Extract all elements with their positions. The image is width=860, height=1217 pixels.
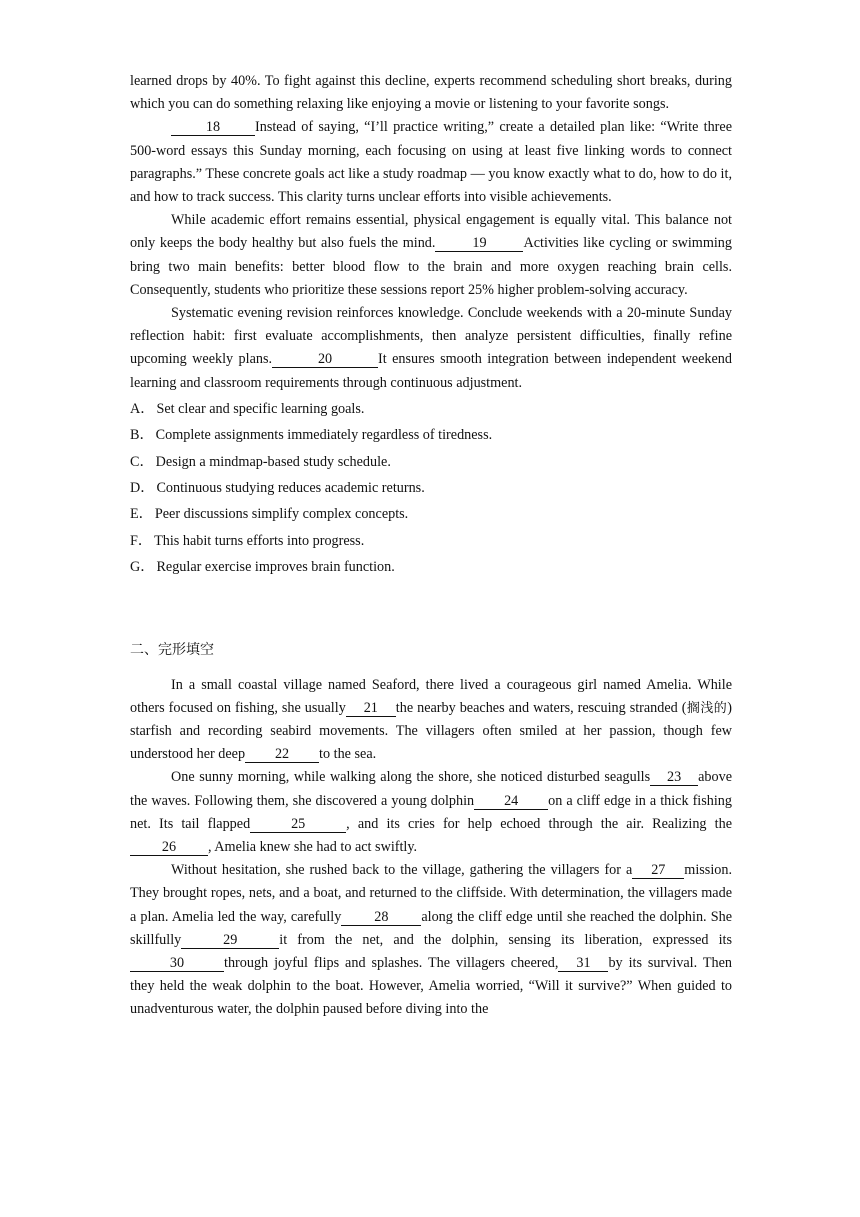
option-g — [130, 556, 732, 579]
blank-19[interactable]: 19 — [435, 235, 523, 252]
chinese-gloss: 搁浅的 — [686, 700, 728, 716]
paragraph-text: Activities like cycling or swimming bring two main benefits: better blood flow to the brain and more oxygen reaching brain cells. Consequently, students who prioritize these sessions report 25% higher problem-solving accuracy. — [130, 235, 732, 298]
blank-18[interactable]: 18 — [171, 119, 255, 136]
paragraph-text: by its survival. Then they held the weak dolphin to the boat. However, Amelia worried, “Will it survive?” When guided to unadventurous water, the dolphin paused before diving into the — [130, 955, 732, 1018]
option-letter: D． — [130, 480, 155, 497]
blank-24[interactable]: 24 — [474, 793, 548, 810]
option-letter: F． — [130, 532, 153, 549]
paragraph-text: along the cliff edge until she reached the dolphin. She skillfully — [130, 908, 732, 948]
blank-27[interactable]: 27 — [632, 862, 684, 879]
paragraph-text: above the waves. Following them, she discovered a young dolphin — [130, 769, 732, 809]
blank-25[interactable]: 25 — [250, 816, 346, 833]
option-b — [130, 424, 732, 447]
paragraph-text: mission. They brought ropes, nets, and a boat, and returned to the cliffside. With determination, the villagers made a plan. Amelia led the way, carefully — [130, 862, 732, 925]
option-letter: C． — [130, 453, 154, 470]
option-text: Peer discussions simplify complex concepts. — [154, 506, 409, 523]
reading-paragraph-continued: learned drops by 40%. To fight against this decline, experts recommend scheduling short breaks, during which you can do something relaxing like enjoying a movie or listening to your favorite songs. — [130, 73, 732, 113]
blank-22[interactable]: 22 — [245, 746, 319, 763]
option-letter: G． — [130, 559, 155, 576]
paragraph-text: Instead of saying, “I’ll practice writing,” create a detailed plan like: “Write three 500-word essays this Sunday morning, each focusing on using at least five linking words to connect paragraphs.” These concrete goals act like a study roadmap — you know exactly what to do, how to do it, and how to track success. This clarity turns unclear efforts into visible achievements. — [130, 119, 732, 206]
option-text: Regular exercise improves brain function. — [156, 559, 395, 576]
cloze-paragraph-3 — [130, 859, 732, 1021]
paragraph-text: , and its cries for help echoed through the air. Realizing the — [346, 815, 732, 832]
paragraph-text: While academic effort remains essential, physical engagement is equally vital. This balance not only keeps the body healthy but also fuels the mind. — [130, 212, 732, 252]
blank-30[interactable]: 30 — [130, 955, 224, 972]
blank-21[interactable]: 21 — [346, 700, 396, 717]
blank-26[interactable]: 26 — [130, 839, 208, 856]
paragraph-text: ) starfish and recording seabird movements. The villagers often smiled at her passion, though few understood her deep — [130, 699, 732, 763]
option-c — [130, 451, 732, 474]
option-text: Design a mindmap-based study schedule. — [155, 453, 391, 470]
reading-paragraph-20 — [130, 302, 732, 395]
reading-paragraph-18 — [130, 116, 732, 209]
reading-paragraph-19 — [130, 209, 732, 302]
option-text: This habit turns efforts into progress. — [154, 532, 365, 549]
paragraph-text: , Amelia knew she had to act swiftly. — [208, 839, 418, 856]
paragraph-text: In a small coastal village named Seaford, there lived a courageous girl named Amelia. While others focused on fishing, she usually — [130, 676, 732, 716]
document-page — [130, 70, 732, 1022]
paragraph-text: through joyful flips and splashes. The villagers cheered, — [224, 955, 559, 972]
blank-23[interactable]: 23 — [650, 769, 698, 786]
paragraph-text: to the sea. — [319, 746, 377, 763]
section-title-cloze: 二、完形填空 — [130, 642, 214, 659]
blank-31[interactable]: 31 — [558, 955, 608, 972]
option-text: Complete assignments immediately regardless of tiredness. — [155, 427, 493, 444]
paragraph-text: One sunny morning, while walking along the shore, she noticed disturbed seagulls — [171, 769, 651, 786]
option-text: Set clear and specific learning goals. — [156, 400, 365, 417]
option-a — [130, 398, 732, 421]
paragraph-text: the nearby beaches and waters, rescuing stranded ( — [395, 699, 687, 716]
option-f — [130, 530, 732, 553]
option-text: Continuous studying reduces academic returns. — [156, 480, 425, 497]
paragraph-text: It ensures smooth integration between independent weekend learning and classroom requirements through continuous adjustment. — [130, 351, 732, 391]
option-letter: B． — [130, 427, 154, 444]
answer-options — [130, 398, 732, 580]
paragraph-text: it from the net, and the dolphin, sensing its liberation, expressed its — [279, 931, 732, 948]
paragraph-text: Without hesitation, she rushed back to the village, gathering the villagers for a — [171, 862, 633, 879]
option-letter: A． — [130, 400, 155, 417]
cloze-paragraph-2 — [130, 766, 732, 859]
blank-29[interactable]: 29 — [181, 932, 279, 949]
blank-28[interactable]: 28 — [341, 909, 421, 926]
option-d — [130, 477, 732, 500]
paragraph-text: Systematic evening revision reinforces knowledge. Conclude weekends with a 20-minute Sunday reflection habit: first evaluate accomplishments, then analyze persistent difficulties, finally refine upcoming weekly plans. — [130, 305, 732, 368]
option-e — [130, 503, 732, 526]
option-letter: E． — [130, 506, 153, 523]
paragraph-text: on a cliff edge in a thick fishing net. Its tail flapped — [130, 792, 732, 832]
cloze-paragraph-1 — [130, 674, 732, 767]
blank-20[interactable]: 20 — [272, 351, 378, 368]
